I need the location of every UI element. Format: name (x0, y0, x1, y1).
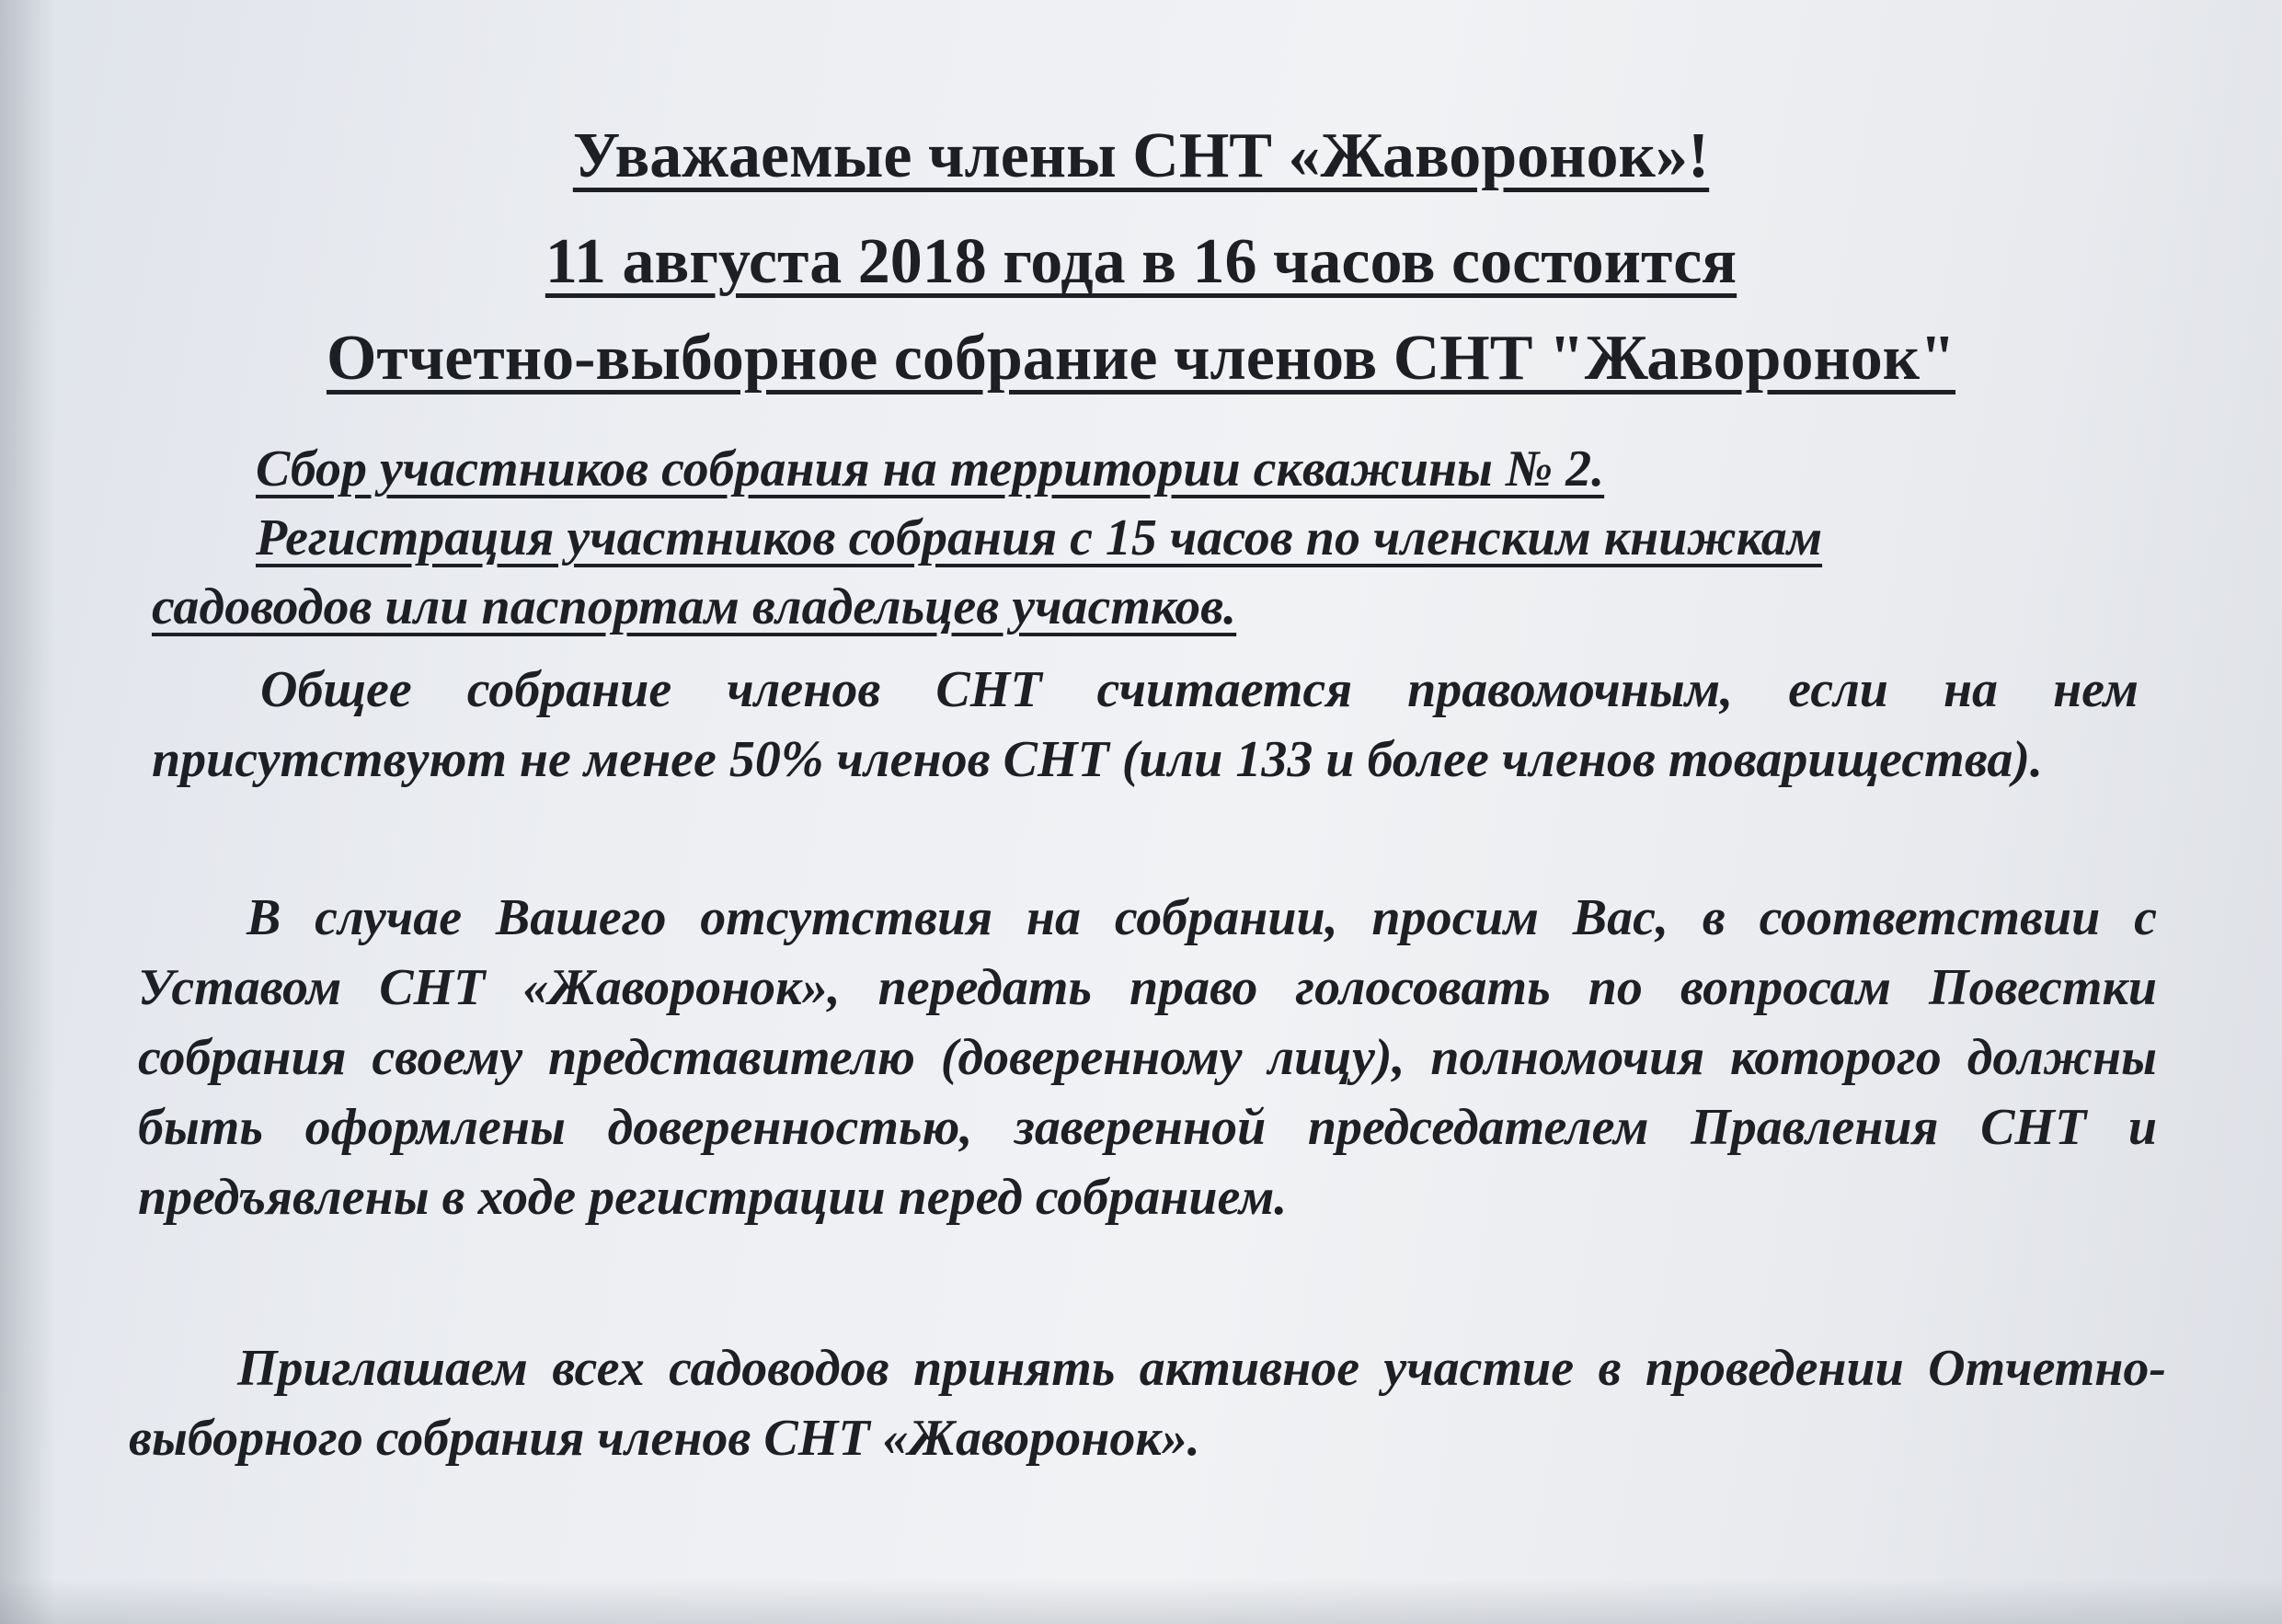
invitation-paragraph: Приглашаем всех садоводов принять активное участие в проведении Отчетно-выборного собрания членов СНТ «Жаворонок». (129, 1340, 2166, 1467)
heading-greeting (0, 120, 2282, 193)
heading-date (0, 225, 2282, 299)
registration-line-1 (256, 509, 1822, 567)
heading-date-text: 11 августа 2018 года в 16 часов состоится (545, 226, 1737, 297)
registration-text-1: Регистрация участников собрания с 15 часов по членским книжкам (256, 509, 1823, 566)
gathering-place-line (256, 440, 1604, 498)
paper-shadow-bottom (0, 1578, 2282, 1624)
proxy-paragraph: В случае Вашего отсутствия на собрании, просим Вас, в соответствии с Уставом СНТ «Жаворонок», передать право голосовать по вопросам Повестки собрания своему представителю (доверенному лицу), полномочия которого должны быть оформлены доверенностью, заверенной председателем Правления СНТ и предъявлены в ходе регистрации перед собранием. (138, 889, 2157, 1226)
registration-text-2: садоводов или паспортам владельцев участков. (152, 578, 1237, 635)
quorum-paragraph: Общее собрание членов СНТ считается правомочным, если на нем присутствуют не менее 50% членов СНТ (или 133 и более членов товарищества). (152, 661, 2139, 788)
heading-meeting-title (0, 322, 2282, 395)
heading-meeting-title-text: Отчетно-выборное собрание членов СНТ "Жаворонок" (326, 323, 1956, 394)
heading-greeting-text: Уважаемые члены СНТ «Жаворонок»! (572, 120, 1710, 191)
gathering-place-text: Сбор участников собрания на территории скважины № 2. (256, 440, 1605, 497)
registration-line-2 (152, 578, 1236, 636)
